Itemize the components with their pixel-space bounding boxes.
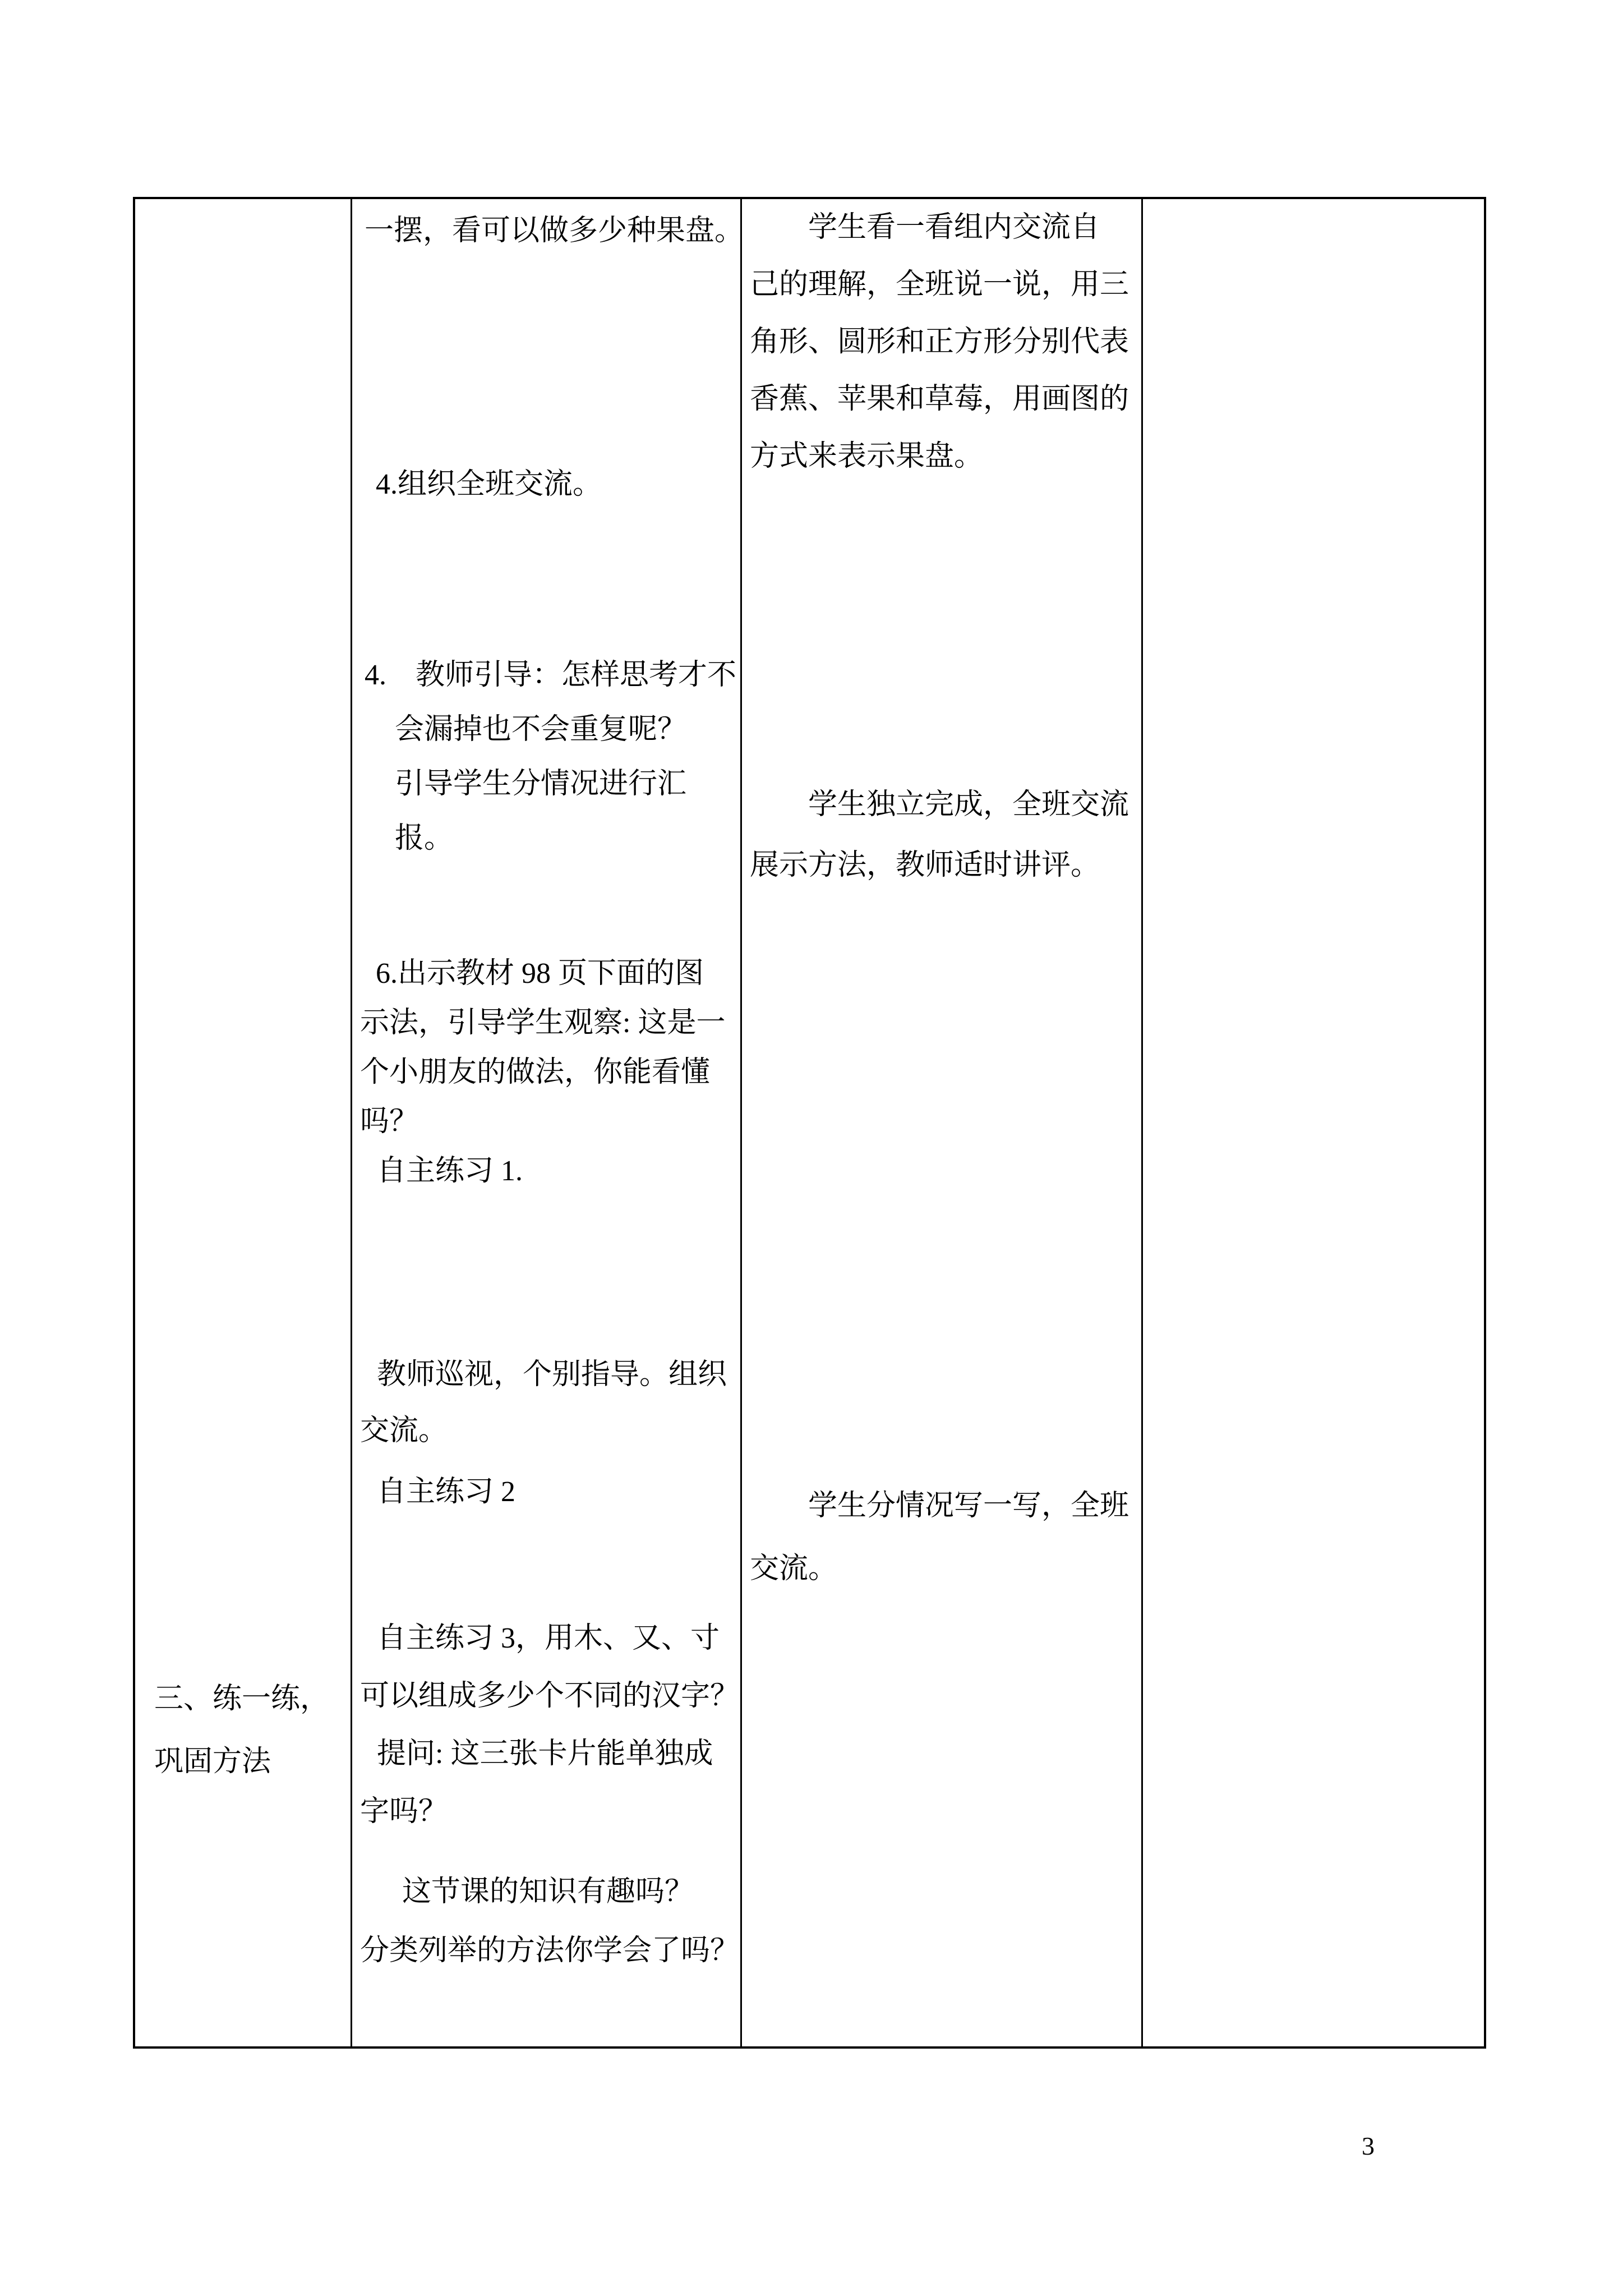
text-line: 4. 教师引导：怎样思考才不: [365, 659, 737, 691]
text-line: 巩固方法: [154, 1746, 271, 1778]
text-line: 自主练习 3，用木、又、寸: [377, 1622, 720, 1654]
text-line: 香蕉、苹果和草莓，用画图的: [750, 383, 1129, 415]
cell-stage: [135, 199, 351, 2046]
text-line: 教师巡视，个别指导。组织: [377, 1359, 727, 1391]
text-line: 展示方法，教师适时讲评。: [750, 849, 1100, 881]
paragraph: [360, 204, 744, 258]
text-line: 报。: [395, 822, 454, 854]
text-line: 示法，引导学生观察: 这是一: [360, 1007, 726, 1039]
lesson-plan-table: [133, 197, 1486, 2049]
paragraph: [360, 1609, 738, 1725]
paragraph: [750, 199, 1139, 485]
text-line: 方式来表示果盘。: [750, 440, 984, 472]
cell-student-activity: [740, 199, 1141, 2046]
text-line: 交流。: [360, 1415, 448, 1447]
text-line: 学生分情况写一写，全班: [808, 1490, 1129, 1522]
text-line: 会漏掉也不会重复呢？: [395, 714, 687, 746]
paragraph: [360, 949, 738, 1147]
text-line: 自主练习 2: [377, 1476, 516, 1508]
paragraph: [360, 1144, 738, 1198]
paragraph: [360, 1862, 738, 1980]
cell-notes: [1141, 199, 1484, 2046]
paragraph: [360, 1465, 738, 1519]
text-line: 学生看一看组内交流自: [808, 211, 1100, 243]
paragraph: [360, 457, 738, 512]
text-line: 字吗？: [360, 1796, 448, 1828]
text-line: 个小朋友的做法，你能看懂: [360, 1056, 711, 1088]
paragraph: [750, 1475, 1139, 1600]
text-line: 三、练一练，: [154, 1683, 330, 1715]
text-line: 角形、圆形和正方形分别代表: [750, 326, 1129, 358]
cell-teacher-activity: [351, 199, 744, 2046]
text-line: 学生独立完成，全班交流: [808, 789, 1129, 821]
text-line: 自主练习 1.: [377, 1155, 523, 1187]
paragraph: [143, 1668, 348, 1793]
text-line: 可以组成多少个不同的汉字？: [360, 1680, 740, 1712]
text-line: 引导学生分情况进行汇: [395, 768, 687, 800]
text-line: 4.组织全班交流。: [376, 468, 602, 500]
text-line: 己的理解，全班说一说，用三: [750, 269, 1129, 301]
text-line: 6.出示教材 98 页下面的图: [376, 958, 704, 990]
text-line: 吗？: [360, 1106, 419, 1138]
paragraph: [360, 1725, 738, 1841]
paragraph: [360, 648, 738, 866]
text-line: 一摆，看可以做多少种果盘。: [365, 215, 744, 247]
text-line: 这节课的知识有趣吗？: [402, 1876, 694, 1908]
text-line: 分类列举的方法你学会了吗？: [360, 1935, 740, 1967]
paragraph: [750, 775, 1139, 896]
paragraph: [360, 1347, 738, 1459]
text-line: 提问: 这三张卡片能单独成: [377, 1738, 713, 1770]
page-number: 3: [1362, 2132, 1375, 2160]
text-line: 交流。: [750, 1553, 838, 1585]
